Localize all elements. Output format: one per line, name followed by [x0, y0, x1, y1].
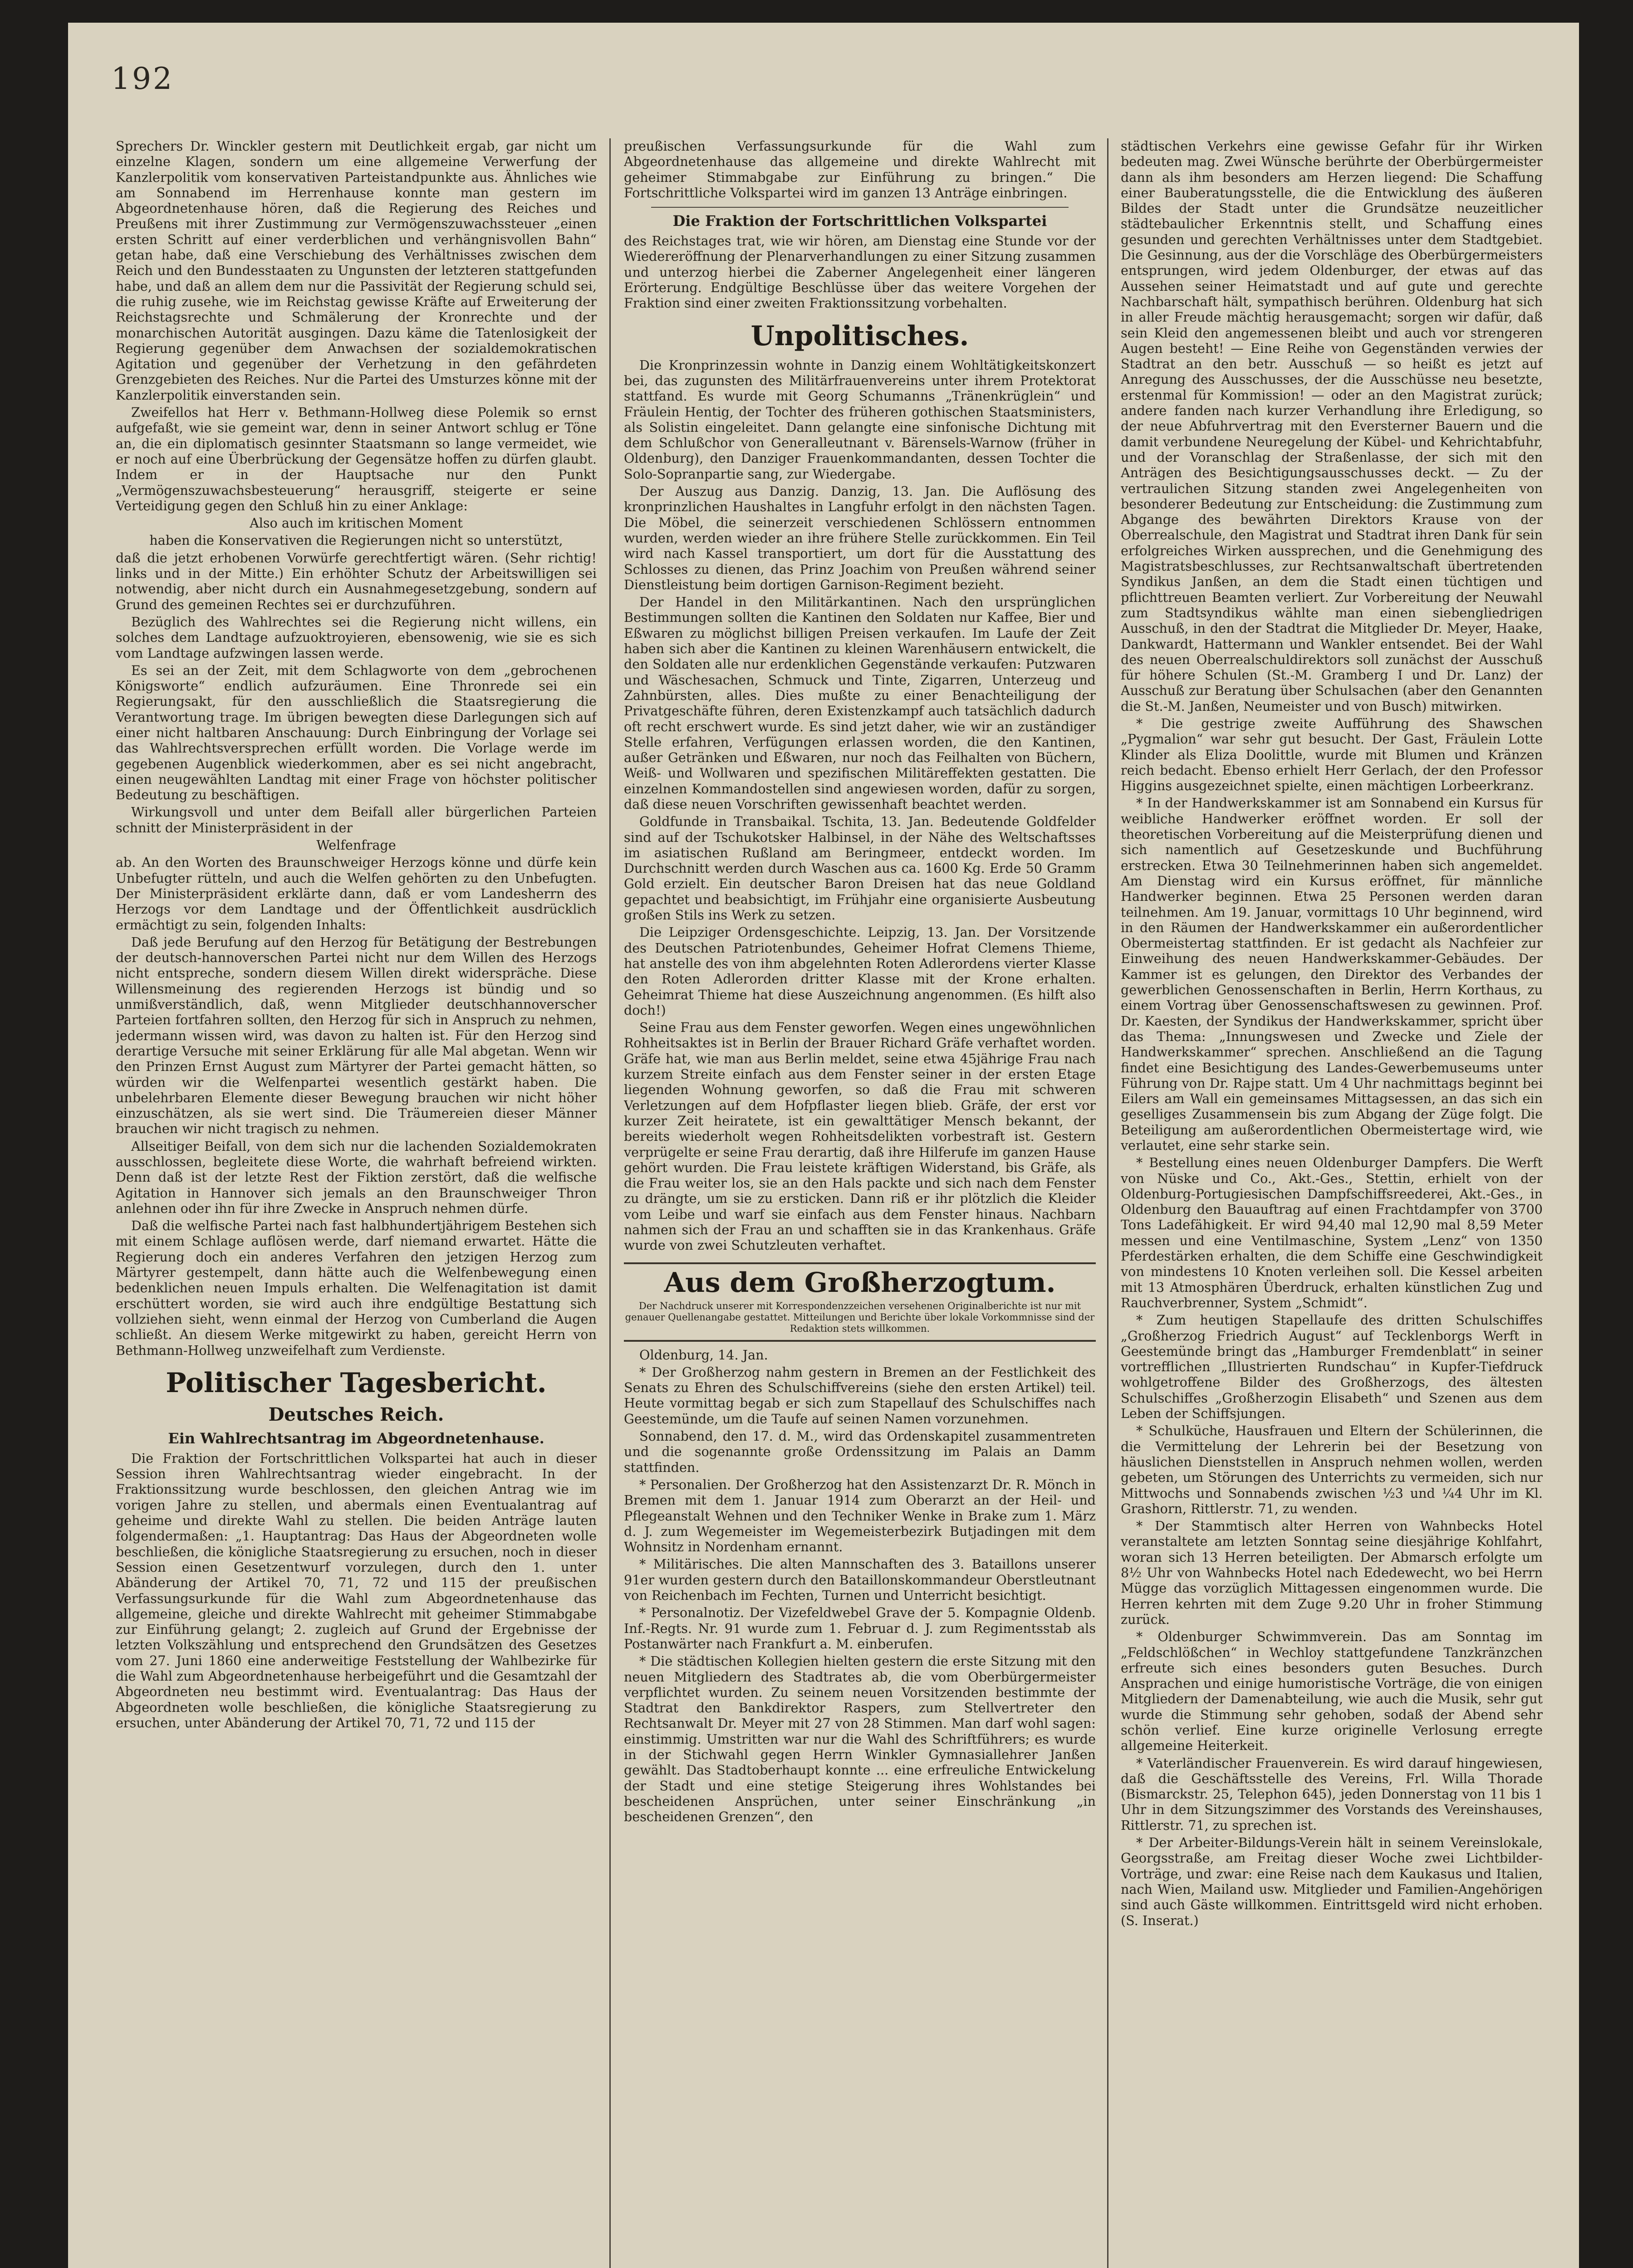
- article-paragraph: Wirkungsvoll und unter dem Beifall aller bürgerlichen Parteien schnitt der Ministerpräsident in der: [116, 804, 597, 836]
- article-paragraph: preußischen Verfassungsurkunde für die Wahl zum Abgeordnetenhause das allgemeine und direkte Wahlrecht mit geheimer Stimmabgabe zur Einführung zu bringen.“ Die Fortschrittliche Volkspartei wird im ganzen 13 Anträge einbringen.: [624, 138, 1096, 200]
- article-paragraph: des Reichstages trat, wie wir hören, am Dienstag eine Stunde vor der Wiedereröffnung der Plenarverhandlungen zu einer Sitzung zusammen und unterzog hierbei die Zaberner Angelegenheit einer längeren Erörterung. Endgültige Beschlüsse über das weitere Vorgehen der Fraktion sind einer zweiten Fraktionssitzung vorbehalten.: [624, 233, 1096, 311]
- article-paragraph: * Oldenburger Schwimmverein. Das am Sonntag im „Feldschlößchen“ in Wechloy stattgefundene Tanzkränzchen erfreute sich eines besonders guten Besuches. Durch Ansprachen und einige humoristische Vorträge, die von einigen Mitgliedern der Damenabteilung, wie auch die Musik, sehr gut wurde die Stimmung sehr gehoben, sodaß der Abend sehr schön verlief. Eine kurze originelle Verlosung erregte allgemeine Heiterkeit.: [1121, 1629, 1543, 1754]
- separator: [651, 207, 1069, 208]
- section-heading: Unpolitisches.: [750, 320, 969, 352]
- article-paragraph: Daß die welfische Partei nach fast halbhundertjährigem Bestehen sich mit einem Schlage auflösen werde, darf niemand erwartet. Hätte die Regierung doch ein anderes Verfahren den jetzigen Herzog zum Märtyrer gestempelt, dann hätte auch die Welfenbewegung einen bedenklichen neuen Impuls erhalten. Die Welfenagitation ist damit erschüttert worden, sie wird auch ihre endgültige Bestattung sich vollziehen sieht, wenn einmal der Herzog von Cumberland die Augen schließt. An diesem Werke mitgewirkt zu haben, gereicht Herrn von Bethmann-Hollweg unzweifelhaft zum Verdienste.: [116, 1218, 597, 1358]
- article-paragraph: * In der Handwerkskammer ist am Sonnabend ein Kursus für weibliche Handwerker eröffnet worden. Er soll der theoretischen Vorbereitung auf die Meisterprüfung dienen und sich namentlich auf Gesetzeskunde und Buchführung erstrecken. Etwa 30 Teilnehmerinnen haben sich angemeldet. Am Dienstag wird ein Kursus eröffnet, für männliche Handwerker beginnen. Etwa 25 Personen werden daran teilnehmen. Am 19. Januar, vormittags 10 Uhr beginnend, wird in den Räumen der Handwerkskammer ein außerordentlicher Obermeistertag stattfinden. Er ist gedacht als Nachfeier zur Einweihung des neuen Handwerkskammer-Gebäudes. Der Kammer ist es gelungen, den Direktor des Verbandes der gewerblichen Genossenschaften in Berlin, Herrn Korthaus, zu einem Vortrag über Genossenschaftswesen zu gewinnen. Prof. Dr. Kaesten, der Syndikus der Handwerkskammer, spricht über das Thema: „Innungswesen und Zwecke und Ziele der Handwerkskammer“ sprechen. Anschließend an die Tagung findet eine Besichtigung des Landes-Gewerbemuseums unter Führung von Dr. Rajpe statt. Um 4 Uhr nachmittags beginnt bei Eilers am Wall ein gemeinsames Mittagsessen, an das sich ein geselliges Zusammensein bis zum Abgang der Züge folgt. Die Beteiligung am außerordentlichen Obermeistertage wird, wie verlautet, eine sehr starke sein.: [1121, 795, 1543, 1153]
- article-paragraph: Allseitiger Beifall, von dem sich nur die lachenden Sozialdemokraten ausschlossen, begleitete diese Worte, die wahrhaft befreiend wirkten. Denn daß ist der letzte Rest der Fiktion zerstört, daß die welfische Agitation in Hannover sich jemals an den Braunschweiger Thron anlehnen oder ihn für ihre Zwecke in Anspruch nehmen dürfe.: [116, 1138, 597, 1216]
- article-paragraph: Bezüglich des Wahlrechtes sei die Regierung nicht willens, ein solches dem Landtage aufzuoktroyieren, ebensowenig, wie sie es sich vom Landtage aufzwingen lassen werde.: [116, 614, 597, 661]
- article-paragraph: * Bestellung eines neuen Oldenburger Dampfers. Die Werft von Nüske und Co., Akt.-Ges., Stettin, erhielt von der Oldenburg-Portugiesischen Dampfschiffsreederei, Akt.-Ges., in Oldenburg den Bauauftrag auf einen Frachtdampfer von 3700 Tons Ladefähigkeit. Er wird 94,40 mal 12,90 mal 8,59 Meter messen und eine Ventilmaschine, System „Lenz“ von 1350 Pferdestärken erhalten, die dem Schiffe eine Geschwindigkeit von mindestens 10 Knoten verleihen soll. Die Kessel arbeiten mit 13 Atmosphären Überdruck, erhalten künstlichen Zug und Rauchverbrenner, System „Schmidt“.: [1121, 1155, 1543, 1310]
- article-paragraph: * Vaterländischer Frauenverein. Es wird darauf hingewiesen, daß die Geschäftsstelle des Vereins, Frl. Willa Thorade (Bismarckstr. 25, Telephon 645), jeden Donnerstag von 11 bis 1 Uhr in dem Sitzungszimmer des Vorstands des Vereinshauses, Rittlerstr. 71, zu sprechen ist.: [1121, 1755, 1543, 1833]
- article-paragraph: ab. An den Worten des Braunschweiger Herzogs könne und dürfe kein Unbefugter rütteln, und auch die Welfen gehörten zu den Unbefugten. Der Ministerpräsident erklärte dann, daß er vom Landesherrn des Herzogs vor dem Landtage und der Öffentlichkeit ausdrücklich ermächtigt zu sein, folgenden Inhalts:: [116, 855, 597, 933]
- article-paragraph: * Die gestrige zweite Aufführung des Shawschen „Pygmalion“ war sehr gut besucht. Der Gast, Fräulein Lotte Klinder als Eliza Doolittle, wurde mit Blumen und Kränzen reich bedacht. Ebenso erhielt Herr Gerlach, der den Professor Higgins ausgezeichnet spielte, einen mächtigen Lorbeerkranz.: [1121, 715, 1543, 794]
- article-heading: Die Fraktion der Fortschrittlichen Volkspartei: [672, 212, 1047, 230]
- article-paragraph: * Der Arbeiter-Bildungs-Verein hält in seinem Vereinslokale, Georgsstraße, am Freitag dieser Woche zwei Lichtbilder-Vorträge, und zwar: eine Reise nach dem Kaukasus und Italien, nach Wien, Mailand usw. Mitglieder und Familien-Angehörigen sind auch Gäste willkommen. Eintrittsgeld wird nicht erhoben. (S. Inserat.): [1121, 1835, 1543, 1928]
- article-paragraph: Es sei an der Zeit, mit dem Schlagworte von dem „gebrochenen Königsworte“ endlich aufzuräumen. Eine Thronrede sei ein Regierungsakt, für den ausschließlich die Staatsregierung die Verantwortung trage. Im übrigen bewegten diese Darlegungen sich auf einer nicht haltbaren Anschauung: Durch Einbringung der Vorlage sei das Wahlrechtsversprechen erfüllt worden. Die Vorlage werde im gegebenen Augenblick wiederkommen, aber es sei nicht angebracht, einen neugewählten Landtag mit einer Frage von höchster politischer Bedeutung zu beschäftigen.: [116, 662, 597, 803]
- article-paragraph: * Personalnotiz. Der Vizefeldwebel Grave der 5. Kompagnie Oldenb. Inf.-Regts. Nr. 91 wurde zum 1. Februar d. J. zum Regimentsstab als Postanwärter nach Frankfurt a. M. einberufen.: [624, 1605, 1096, 1652]
- newspaper-page: [68, 23, 1579, 2268]
- quote-line: haben die Konservativen die Regierungen nicht so unterstützt,: [149, 533, 563, 548]
- article-paragraph: Sprechers Dr. Winckler gestern mit Deutlichkeit ergab, gar nicht um einzelne Klagen, sondern um eine allgemeine Verwerfung der Kanzlerpolitik vom konservativen Parteistandpunkte aus. Ähnliches wie am Sonnabend im Herrenhause konnte man gestern im Abgeordnetenhause hören, daß die Regierung des Reiches und Preußens mit ihrer Zustimmung zur Vermögenszuwachssteuer „einen ersten Schritt auf einer verderblichen und verhängnisvollen Bahn“ getan habe, daß eine Verschiebung des Verhältnisses zwischen dem Reich und den Bundesstaaten zu Ungunsten der letzteren stattgefunden habe, und daß an allem dem nur die Passivität der Regierung schuld sei, die ruhig zusehe, wie im Reichstag gewisse Kräfte auf Erweiterung der Reichstagsrechte und Schmälerung der Kronrechte und der monarchischen Autorität ausgingen. Dazu käme die Tatenlosigkeit der Regierung gegenüber dem Anwachsen der sozialdemokratischen Agitation und gegenüber der Verhetzung in den gefährdeten Grenzgebieten des Reiches. Nur die Partei des Umsturzes könne mit der Kanzlerpolitik einverstanden sein.: [116, 138, 597, 403]
- article-heading: Ein Wahlrechtsantrag im Abgeordnetenhause.: [168, 1429, 544, 1447]
- article-paragraph: * Der Stammtisch alter Herren von Wahnbecks Hotel veranstaltete am letzten Sonntag seine diesjährige Kohlfahrt, woran sich 13 Herren beteiligten. Der Abmarsch erfolgte um 8½ Uhr von Wahnbecks Hotel nach Ededewecht, wo bei Herrn Mügge das vorzüglich Mittagessen eingenommen wurde. Die Herren kehrten mit dem Zuge 9.20 Uhr in froher Stimmung zurück.: [1121, 1518, 1543, 1627]
- article-paragraph: Die Fraktion der Fortschrittlichen Volkspartei hat auch in dieser Session ihren Wahlrechtsantrag wieder eingebracht. In der Fraktionssitzung wurde beschlossen, den gleichen Antrag wie im vorigen Jahre zu stellen, und abermals einen Eventualantrag auf geheime und direkte Wahl zu stellen. Die beiden Anträge lauten folgendermaßen: „1. Hauptantrag: Das Haus der Abgeordneten wolle beschließen, die königliche Staatsregierung zu ersuchen, noch in dieser Session einen Gesetzentwurf vorzulegen, durch den 1. unter Abänderung der Artikel 70, 71, 72 und 115 der preußischen Verfassungsurkunde für die Wahl zum Abgeordnetenhause das allgemeine, gleiche und direkte Wahlrecht mit geheimer Stimmabgabe zur Einführung gelangt; 2. zugleich auf Grund der Ergebnisse der letzten Volkszählung und entsprechend den Grundsätzen des Gesetzes vom 27. Juni 1860 eine anderweitige Feststellung der Wahlbezirke für die Wahl zum Abgeordnetenhause herbeigeführt und die Gesamtzahl der Abgeordneten neu bestimmt wird. Eventualantrag: Das Haus der Abgeordneten wolle beschließen, die königliche Staatsregierung zu ersuchen, unter Abänderung der Artikel 70, 71, 72 und 115 der: [116, 1450, 597, 1730]
- article-paragraph: * Schulküche, Hausfrauen und Eltern der Schülerinnen, die die Vermittelung der Lehrerin bei der Besetzung von häuslichen Dienststellen in Anspruch nehmen wollen, werden gebeten, um Störungen des Unterrichts zu vermeiden, sich nur Mittwochs und Sonnabends zwischen ½3 und ¼4 Uhr im Kl. Grashorn, Rittlerstr. 71, zu wenden.: [1121, 1423, 1543, 1516]
- subsection-heading: Deutsches Reich.: [268, 1403, 444, 1425]
- reprint-note: Der Nachdruck unserer mit Korrespondenzzeichen versehenen Originalberichte ist nur mit genauer Quellenangabe gestattet. Mitteilungen und Berichte über lokale Vorkommnisse sind der Redaktion stets willkommen.: [625, 1300, 1095, 1334]
- article-paragraph: Daß jede Berufung auf den Herzog für Betätigung der Bestrebungen der deutsch-hannoverschen Partei nicht nur dem Willen des Herzogs nicht entspreche, sondern diesem Willen direkt widerspräche. Diese Willensmeinung des regierenden Herzogs ist bündig und so unmißverständlich, daß, wenn Mitglieder deutschhannoverscher Parteien fortfahren sollten, den Herzog für sich in Anspruch zu nehmen, jedermann wissen wird, was davon zu halten ist. Für den Herzog sind derartige Versuche mit seiner Erklärung für alle Mal abgetan. Wenn wir den Prinzen Ernst August zum Märtyrer der Partei gemacht hätten, so würden wir die Welfenpartei wesentlich gestärkt haben. Die unbelehrbaren Elemente dieser Bewegung brauchen wir nicht höher einzuschätzen, als sie wert sind. Die Träumereien dieser Männer brauchen wir nicht tragisch zu nehmen.: [116, 934, 597, 1137]
- article-paragraph: Sonnabend, den 17. d. M., wird das Ordenskapitel zusammentreten und die sogenannte große Ordenssitzung im Palais an Damm stattfinden.: [624, 1428, 1096, 1475]
- dateline: Oldenburg, 14. Jan.: [639, 1347, 768, 1363]
- column-rule: [609, 138, 611, 2268]
- article-paragraph: * Die städtischen Kollegien hielten gestern die erste Sitzung mit den neuen Mitgliedern des Stadtrates ab, die vom Oberbürgermeister verpflichtet wurden. Zu seinem neuen Vorsitzenden bestimmte der Stadtrat den Bankdirektor Raspers, zum Stellvertreter den Rechtsanwalt Dr. Meyer mit 27 von 28 Stimmen. Man darf wohl sagen: einstimmig. Umstritten war nur die Wahl des Schriftführers; es wurde in der Stichwahl gegen Herrn Winkler Gymnasiallehrer Janßen gewählt. Das Stadtoberhaupt konnte ... eine erfreuliche Entwickelung der Stadt und eine stetige Steigerung ihres Wohlstandes bei bescheidenen Ansprüchen, unter seiner Einschränkung „in bescheidenen Grenzen“, den: [624, 1653, 1096, 1825]
- article-paragraph: Der Auszug aus Danzig. Danzig, 13. Jan. Die Auflösung des kronprinzlichen Haushaltes in Langfuhr erfolgt in den nächsten Tagen. Die Möbel, die seinerzeit verschiedenen Schlössern entnommen wurden, werden wieder an ihre frühere Stelle zurückkommen. Ein Teil wird nach Kassel transportiert, um dort für die Ausstattung des Schlosses zu dienen, das Prinz Joachim von Preußen während seiner Dienstleistung beim dortigen Garnison-Regiment bezieht.: [624, 484, 1096, 592]
- section-heading: Aus dem Großherzogtum.: [664, 1266, 1056, 1299]
- column-1: [116, 138, 597, 2268]
- article-paragraph: städtischen Verkehrs eine gewisse Gefahr für ihr Wirken bedeuten mag. Zwei Wünsche berührte der Oberbürgermeister dann als ihm besonders am Herzen liegend: Die Schaffung einer Bauberatungsstelle, die die Entwicklung des äußeren Bildes der Stadt unter die Grundsätze neuzeitlicher städtebaulicher Erkenntnis stellt, und Schaffung eines gesunden und gerechten Verhältnisses unter dem Stadtgebiet. Die Gesinnung, aus der die Vorschläge des Oberbürgermeisters entsprungen, wird jedem Oldenburger, der etwas auf das Aussehen seiner Heimatstadt und auf gute und gerechte Nachbarschaft hält, sympathisch berühren. Oldenburg hat sich in aller Freude mächtig herausgemacht; sorgen wir dafür, daß sein Kleid den angemessenen bleibt und auch vor strengeren Augen besteht! — Eine Reihe von Gegenständen verwies der Stadtrat an den betr. Ausschuß — so heißt es jetzt auf Anregung des Ausschusses, der die Ausschüsse neu besetzte, erstenmal für Kommission! — oder an den Magistrat zurück; andere fanden nach kurzer Verhandlung ihre Erledigung, so der neue Abfuhrvertrag mit den Eversterner Bauern und die damit verbundene Neuregelung der Kübel- und Kehrichtabfuhr, und der Voranschlag der Straßenlasse, der sich mit den Anträgen des Besichtigungsausschusses deckt. — Zu der vertraulichen Sitzung standen zwei Angelegenheiten von besonderer Bedeutung zur Entscheidung: die Zustimmung zum Abgange des bewährten Direktors Krause von der Oberrealschule, den Magistrat und Stadtrat ihren Dank für sein erfolgreiches Wirken aussprechen, und die Genehmigung des Magistratsbeschlusses, zur Rechtsanwaltschaft übertretenden Syndikus Janßen, an dem die Stadt einen tüchtigen und pflichttreuen Beamten verliert. Zur Vorbereitung der Neuwahl zum Stadtsyndikus wählte man einen siebengliedrigen Ausschuß, in den der Stadtrat die Mitglieder Dr. Meyer, Haake, Dankwardt, Hattermann und Wankler entsendet. Bei der Wahl des neuen Oberrealschuldirektors soll zunächst der Ausschuß für höhere Schulen (St.-M. Gramberg I und Dr. Lanz) der Ausschuß zur Beratung über Schulsachen (aber den Genannten die St.-M. Janßen, Neumeister und von Busch) mitwirken.: [1121, 138, 1543, 714]
- article-paragraph: daß die jetzt erhobenen Vorwürfe gerechtfertigt wären. (Sehr richtig! links und in der Mitte.) Ein erhöhter Schutz der Arbeitswilligen sei notwendig, aber nicht durch ein Ausnahmegesetzgebung, sondern auf Grund des gemeinen Rechtes sei er durchzuführen.: [116, 550, 597, 612]
- article-paragraph: Seine Frau aus dem Fenster geworfen. Wegen eines ungewöhnlichen Rohheitsaktes ist in Berlin der Brauer Richard Gräfe verhaftet worden. Gräfe hat, wie man aus Berlin meldet, seine etwa 45jährige Frau nach kurzem Streite einfach aus dem Fenster seiner in der ersten Etage liegenden Wohnung geworfen, so daß die Frau mit schweren Verletzungen auf dem Hofpflaster liegen blieb. Gräfe, der erst vor kurzer Zeit heiratete, ist ein gewalttätiger Mensch bekannt, der bereits wiederholt wegen Rohheitsdelikten vorbestraft ist. Gestern verprügelte er seine Frau derartig, daß ihre Hilferufe im ganzen Hause gehört wurden. Die Frau leistete kräftigen Widerstand, bis Gräfe, als die Frau weiter los, sie an den Hals packte und sich nach dem Fenster zu drängte, um sie zu ersticken. Dann riß er ihr plötzlich die Kleider vom Leibe und warf sie einfach aus dem Fenster hinaus. Nachbarn nahmen sich der Frau an und schafften sie in das Krankenhaus. Gräfe wurde von zwei Schutzleuten verhaftet.: [624, 1020, 1096, 1253]
- article-paragraph: * Personalien. Der Großherzog hat den Assistenzarzt Dr. R. Mönch in Bremen mit dem 1. Januar 1914 zum Oberarzt an der Heil- und Pflegeanstalt Wehnen und den Techniker Wenke in Brake zum 1. März d. J. zum Wegemeister im Wegemeisterbezirk Butjadingen mit dem Wohnsitz in Nordenham ernannt.: [624, 1476, 1096, 1555]
- article-paragraph: Zweifellos hat Herr v. Bethmann-Hollweg diese Polemik so ernst aufgefaßt, wie sie gemeint war, denn in seiner Antwort schlug er Töne an, die ein diplomatisch gesinnter Staatsmann so lange vermeidet, wie er noch auf eine Überbrückung der Gegensätze hoffen zu dürfen glaubt. Indem er in der Hauptsache nur den Punkt „Vermögenszuwachsbesteuerung“ herausgriff, steigerte er seine Verteidigung gegen den Schluß hin zu einer Anklage:: [116, 405, 597, 513]
- quote-line: Welfenfrage: [316, 837, 396, 853]
- article-paragraph: Die Leipziger Ordensgeschichte. Leipzig, 13. Jan. Der Vorsitzende des Deutschen Patriotenbundes, Geheimer Hofrat Clemens Thieme, hat anstelle des von ihm abgelehnten Roten Adlerordens vierter Klasse den Roten Adlerorden dritter Klasse mit der Krone erhalten. Geheimrat Thieme hat diese Auszeichnung angenommen. (Es hilft also doch!): [624, 924, 1096, 1018]
- article-paragraph: * Zum heutigen Stapellaufe des dritten Schulschiffes „Großherzog Friedrich August“ auf Tecklenborgs Werft in Geestemünde bringt das „Hamburger Fremdenblatt“ in seiner vortrefflichen „Illustrierten Rundschau“ in Kupfer-Tiefdruck wohlgetroffene Bilder des Großherzogs, des ältesten Schulschiffes „Großherzogin Elisabeth“ und Szenen aus dem Leben der Schiffsjungen.: [1121, 1312, 1543, 1422]
- article-paragraph: * Militärisches. Die alten Mannschaften des 3. Bataillons unserer 91er wurden gestern durch den Bataillonskommandeur Oberstleutnant von Reichenbach im Fechten, Turnen und Unterricht besichtigt.: [624, 1556, 1096, 1603]
- page-number: 192: [111, 61, 174, 96]
- section-heading: Politischer Tagesbericht.: [166, 1367, 547, 1399]
- column-rule: [1107, 138, 1108, 2268]
- quote-line: Also auch im kritischen Moment: [250, 515, 463, 531]
- article-paragraph: * Der Großherzog nahm gestern in Bremen an der Festlichkeit des Senats zu Ehren des Schulschiffvereins (siehe den ersten Artikel) teil. Heute vormittag begab er sich zum Stapellauf des Schulschiffes nach Geestemünde, um die Taufe auf seinen Namen vorzunehmen.: [624, 1364, 1096, 1427]
- column-3: [1121, 138, 1543, 2268]
- article-paragraph: Der Handel in den Militärkantinen. Nach den ursprünglichen Bestimmungen sollten die Kantinen den Soldaten nur Kaffee, Bier und Eßwaren zu möglichst billigen Preisen verkaufen. Im Laufe der Zeit haben sich aber die Kantinen zu kleinen Warenhäusern entwickelt, die den Soldaten alle nur erdenklichen Gegenstände verkaufen: Putzwaren und Wäschesachen, Schmuck und Tinte, Zigarren, Unterzeug und Zahnbürsten, alles. Dies mußte zu einer Benachteiligung der Privatgeschäfte führen, deren Existenzkampf auch tatsächlich dadurch oft recht erschwert wurde. Es sind jetzt daher, wie wir an zuständiger Stelle erfahren, Verfügungen erlassen worden, die den Kantinen, außer Getränken und Eßwaren, nur noch das Feilhalten von Büchern, Weiß- und Wollwaren und spezifischen Militäreffekten gestatten. Die einzelnen Kommandostellen sind angewiesen worden, dafür zu sorgen, daß diese neuen Vorschriften gewissenhaft beachtet werden.: [624, 594, 1096, 812]
- article-paragraph: Goldfunde in Transbaikal. Tschita, 13. Jan. Bedeutende Goldfelder sind auf der Tschukotsker Halbinsel, in der Nähe des Weltschaftsses im asiatischen Rußland am Beringmeer, entdeckt worden. Im Durchschnitt werden durch Waschen aus ca. 1600 Kg. Erde 50 Gramm Gold erzielt. Ein deutscher Baron Dreisen hat das neue Goldland gepachtet und beabsichtigt, im Frühjahr eine organisierte Ausbeutung großen Stils ins Werk zu setzen.: [624, 814, 1096, 923]
- section-box: [624, 1262, 1096, 1342]
- article-paragraph: Die Kronprinzessin wohnte in Danzig einem Wohltätigkeitskonzert bei, das zugunsten des Militärfrauenvereins unter ihrem Protektorat stattfand. Es wurde mit Georg Schumanns „Tränenkrüglein“ und Fräulein Hentig, der Tochter des früheren gothischen Staatsministers, als Solistin eingeleitet. Dann gelangte eine sinfonische Dichtung mit dem Schlußchor von Generalleutnant v. Bärensels-Warnow (früher in Oldenburg), den Danziger Frauenkommandanten, dessen Tochter die Solo-Sopranpartie sang, zur Wiedergabe.: [624, 357, 1096, 482]
- column-2: [624, 138, 1096, 2268]
